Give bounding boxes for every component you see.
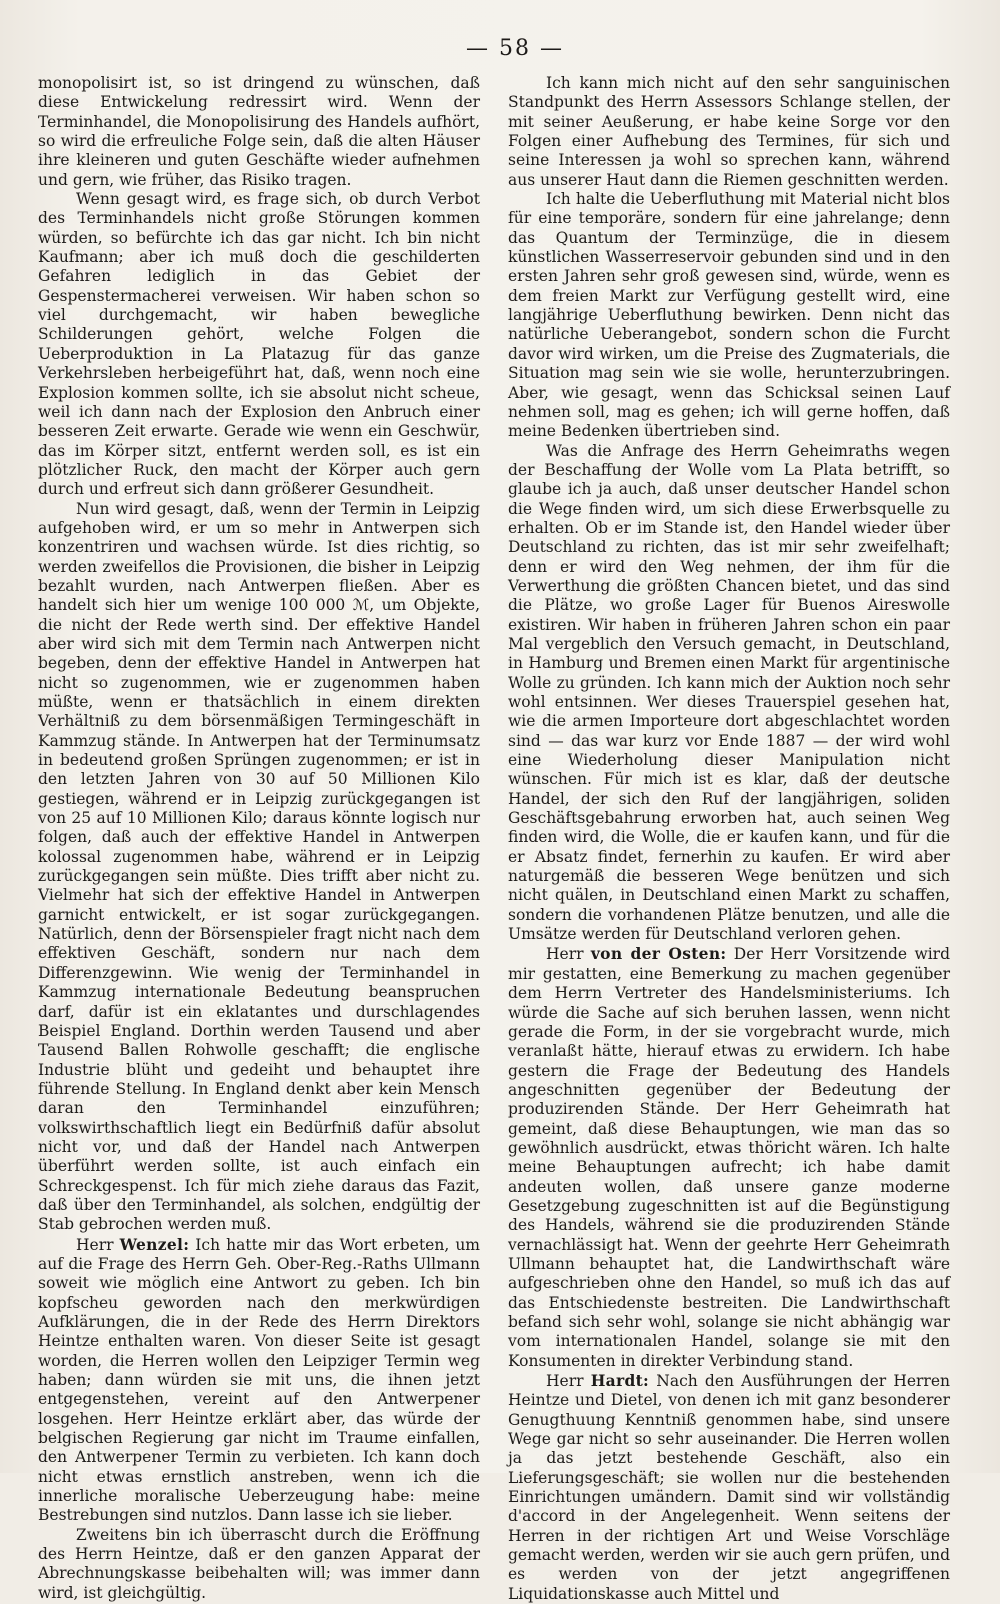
paragraph: Ich kann mich nicht auf den sehr sanguinischen Standpunkt des Herrn Assessors Schlange stellen, der mit seiner Aeußerung, er habe keine Sorge vor den Folgen einer Aufhebung des Termines, für sich und seine Interessen ja wohl so sprechen kann, während aus unserer Haut dann die Riemen geschnitten werden. [508, 74, 950, 189]
paragraph: Was die Anfrage des Herrn Geheimraths wegen der Beschaffung der Wolle vom La Plata betrifft, so glaube ich ja auch, daß unser deutscher Handel schon die Wege finden wird, um sich diese Erwerbsquelle zu erhalten. Ob er im Stande ist, den Handel wieder über Deutschland zu richten, das ist mir sehr zweifelhaft; denn er wird den Weg nehmen, der ihm für die Verwerthung die größten Chancen bietet, und das sind die Plätze, wo große Lager für Buenos Aireswolle existiren. Wir haben in früheren Jahren schon ein paar Mal vergeblich den Versuch gemacht, in Deutschland, in Hamburg und Bremen einen Markt für argentinische Wolle zu gründen. Ich kann mich der Auktion noch sehr wohl entsinnen. Wer dieses Trauerspiel gesehen hat, wie die armen Importeure dort abgeschlachtet worden sind — das war kurz vor Ende 1887 — der wird wohl eine Wiederholung dieser Manipulation nicht wünschen. Für mich ist es klar, daß der deutsche Handel, der sich den Ruf der langjährigen, soliden Geschäftsgebahrung erworben hat, auch seinen Weg finden wird, die Wolle, die er kaufen kann, und für die er Absatz findet, fernerhin zu kaufen. Er wird aber naturgemäß die besseren Wege benützen und sich nicht quälen, in Deutschland einen Markt zu schaffen, sondern die vorhandenen Plätze benutzen, und alle die Umsätze werden für Deutschland verloren gehen. [508, 441, 950, 944]
page-number: — 58 — [466, 36, 564, 61]
speaker-paragraph: Herr Hardt: Nach den Ausführungen der Herren Heintze und Dietel, von denen ich mit ganz besonderer Genugthuung Kenntniß genommen habe, sind unsere Wege gar nicht so sehr auseinander. Die Herren wollen ja das jetzt bestehende Geschäft, also ein Lieferungsgeschäft; sie wollen nur die bestehenden Einrichtungen umändern. Damit sind wir vollständig d'accord in der Angelegenheit. Wenn seitens der Herren in der richtigen Art und Weise Vorschläge gemacht werden, werden wir sie auch gern prüfen, und es werden von der jetzt angegriffenen Liquidationskasse auch Mittel und [508, 1371, 950, 1603]
paragraph: Zweitens bin ich überrascht durch die Eröffnung des Herrn Heintze, daß er den ganzen Apparat der Abrechnungskasse beibehalten will; was immer dann wird, ist gleichgültig. [38, 1525, 480, 1602]
speaker-name: von der Osten: [590, 944, 727, 964]
speaker-paragraph: Herr Wenzel: Ich hatte mir das Wort erbeten, um auf die Frage des Herrn Geh. Ober-Reg.-Raths Ullmann soweit wie möglich eine Antwort zu geben. Ich bin kopfscheu geworden nach den merkwürdigen Aufklärungen, die in der Rede des Herrn Direktors Heintze enthalten waren. Von dieser Seite ist gesagt worden, die Herren wollen den Leipziger Termin weg haben; dann würden sie mit uns, die ihnen jetzt entgegenstehen, vereint auf den Antwerpener losgehen. Herr Heintze erklärt aber, das würde der belgischen Regierung gar nicht im Traume einfallen, den Antwerpener Termin zu verbieten. Ich kann doch nicht etwas ernstlich anstreben, wenn ich die innerliche moralische Ueberzeugung habe: meine Bestrebungen sind nutzlos. Dann lasse ich sie lieber. [38, 1234, 480, 1525]
left-column [38, 74, 480, 1602]
paragraph: Nun wird gesagt, daß, wenn der Termin in Leipzig aufgehoben wird, er um so mehr in Antwerpen sich konzentriren und wachsen würde. Ist dies richtig, so werden zweifellos die Provisionen, die bisher in Leipzig bezahlt wurden, nach Antwerpen fließen. Aber es handelt sich hier um wenige 100 000 ℳ, um Objekte, die nicht der Rede werth sind. Der effektive Handel aber wird sich mit dem Termin nach Antwerpen nicht begeben, denn der effektive Handel in Antwerpen hat nicht so zugenommen, wie er zugenommen haben müßte, wenn er thatsächlich in einem direkten Verhältniß zu dem börsenmäßigen Termingeschäft in Kammzug stände. In Antwerpen hat der Terminumsatz in bedeutend großen Sprüngen zugenommen; er ist in den letzten Jahren von 30 auf 50 Millionen Kilo gestiegen, während er in Leipzig zurückgegangen ist von 25 auf 10 Millionen Kilo; daraus könnte logisch nur folgen, daß auch der effektive Handel in Antwerpen kolossal zugenommen habe, während er in Leipzig zurückgegangen sein müßte. Dies trifft aber nicht zu. Vielmehr hat sich der effektive Handel in Antwerpen garnicht entwickelt, er ist sogar zurückgegangen. Natürlich, denn der Börsenspieler fragt nicht nach dem effektiven Geschäft, sondern nur nach dem Differenzgewinn. Wie wenig der Terminhandel in Kammzug internationale Bedeutung beanspruchen darf, dafür ist ein eklatantes und durschlagendes Beispiel England. Dorthin werden Tausend und aber Tausend Ballen Rohwolle geschafft; die englische Industrie blüht und gedeiht und behauptet ihre führende Stellung. In England denkt aber kein Mensch daran den Terminhandel einzuführen; volkswirthschaftlich liegt ein Bedürfniß dafür absolut nicht vor, und daß der Handel nach Antwerpen überführt werden sollte, ist auch einfach ein Schreckgespenst. Ich für mich ziehe daraus das Fazit, daß über den Terminhandel, als solchen, endgültig der Stab gebrochen werden muß. [38, 499, 480, 1234]
speaker-name: Hardt: [590, 1371, 650, 1391]
speaker-paragraph: Herr von der Osten: Der Herr Vorsitzende wird mir gestatten, eine Bemerkung zu machen gegenüber dem Herrn Vertreter des Handelsministeriums. Ich würde die Sache auf sich beruhen lassen, wenn nicht gerade die Form, in der sie vorgebracht wurde, mich veranlaßt hätte, hierauf etwas zu erwidern. Ich habe gestern die Frage der Bedeutung des Handels angeschnitten gegenüber der Bedeutung der produzirenden Stände. Der Herr Geheimrath hat gemeint, daß diese Behauptungen, wie man das so gewöhnlich ausdrückt, etwas thöricht wären. Ich halte meine Behauptungen aufrecht; ich habe damit andeuten wollen, daß unsere ganze moderne Gesetzgebung zugeschnitten ist auf die Begünstigung des Handels, während sie die produzirenden Stände vernachlässigt hat. Wenn der geehrte Herr Geheimrath Ullmann behauptet hat, die Landwirthschaft wäre aufgeschrieben ohne den Handel, so muß ich das auf das Entschiedenste bestreiten. Die Landwirthschaft befand sich sehr wohl, solange sie nicht abhängig war vom internationalen Handel, solange sie mit den Konsumenten in direkter Verbindung stand. [508, 944, 950, 1370]
paragraph: monopolisirt ist, so ist dringend zu wünschen, daß diese Entwickelung redressirt wird. Wenn der Terminhandel, die Monopolisirung des Handels aufhört, so wird die erfreuliche Folge sein, daß die alten Häuser ihre kleineren und guten Geschäfte wieder aufnehmen und gern, wie früher, das Risiko tragen. [38, 74, 480, 189]
speaker-name: Wenzel: [119, 1234, 190, 1254]
right-column [508, 74, 950, 1603]
paragraph: Wenn gesagt wird, es frage sich, ob durch Verbot des Terminhandels nicht große Störungen kommen würden, so befürchte ich das gar nicht. Ich bin nicht Kaufmann; aber ich muß doch die geschilderten Gefahren lediglich in das Gebiet der Gespenstermacherei verweisen. Wir haben schon so viel durchgemacht, wir haben bewegliche Schilderungen gehört, welche Folgen die Ueberproduktion in La Platazug für das ganze Verkehrsleben herbeigeführt hat, daß, wenn noch eine Explosion kommen sollte, ich sie absolut nicht scheue, weil ich dann nach der Explosion den Anbruch einer besseren Zeit erwarte. Gerade wie wenn ein Geschwür, das im Körper sitzt, entfernt werden soll, es ist ein plötzlicher Ruck, den macht der Körper auch gern durch und erfreut sich dann größerer Gesundheit. [38, 190, 480, 499]
paragraph: Ich halte die Ueberfluthung mit Material nicht blos für eine temporäre, sondern für eine jahrelange; denn das Quantum der Terminzüge, die in diesem künstlichen Wasserreservoir gebunden sind und in den ersten Jahren sehr groß gewesen sind, würde, wenn es dem freien Markt zur Verfügung gestellt wird, eine langjährige Ueberfluthung bewirken. Denn nicht das natürliche Ueberangebot, sondern schon die Furcht davor wird wirken, um die Preise des Zugmaterials, die Situation mag sein wie sie wolle, herunterzubringen. Aber, wie gesagt, wenn das Schicksal seinen Lauf nehmen soll, mag es gehen; ich will gerne hoffen, daß meine Bedenken übertrieben sind. [508, 190, 950, 441]
